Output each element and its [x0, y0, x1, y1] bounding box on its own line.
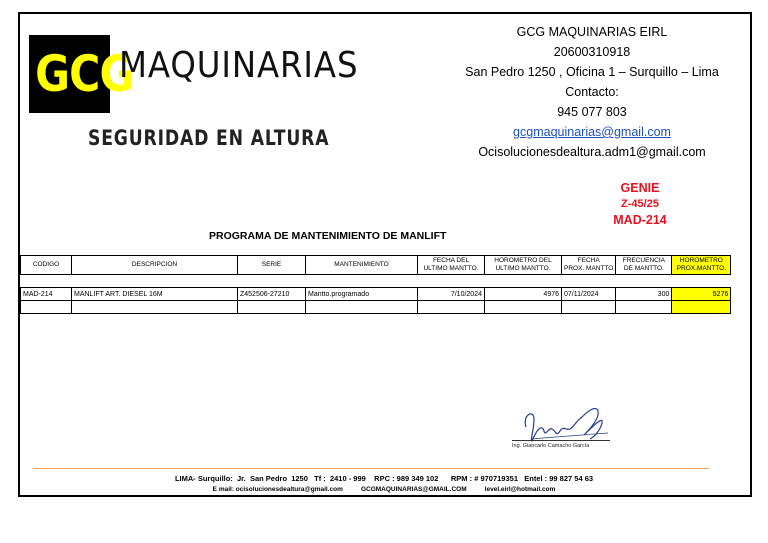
footer-contact: LIMA- Surquillo: Jr. San Pedro 1250 Tf : 2410 - 999 RPC : 989 349 102 RPM : # 970719351 Entel : 99 827 54 63	[174, 474, 594, 483]
table-row	[21, 288, 731, 301]
cell-mantenimiento: Mantto.programado	[306, 288, 418, 301]
email-link[interactable]: gcgmaquinarias@gmail.com	[513, 125, 671, 139]
equipment-block	[585, 180, 695, 228]
company-info	[462, 22, 722, 162]
cell-fecha-ultimo: 7/10/2024	[418, 288, 485, 301]
logo-brand: GCG	[35, 45, 134, 103]
header-mantenimiento: MANTENIMIENTO	[306, 256, 418, 275]
header-codigo: CODIGO	[21, 256, 72, 275]
signature-name: Ing. Giancarlo Camacho García	[512, 443, 590, 449]
cell-codigo: MAD-214	[21, 288, 72, 301]
table-blank-row	[21, 301, 731, 314]
company-phone: 945 077 803	[557, 105, 627, 119]
equipment-code: MAD-214	[613, 213, 667, 227]
logo-name: MAQUINARIAS	[119, 45, 359, 86]
header-descripcion: DESCRIPCION	[72, 256, 238, 275]
table-spacer-row	[21, 275, 731, 288]
cell-serie: Z452506-27210	[238, 288, 306, 301]
table-header-row	[21, 256, 731, 275]
contact-label: Contacto:	[565, 85, 619, 99]
company-email-2: Ocisolucionesdealtura.adm1@gmail.com	[478, 145, 706, 159]
cell-horometro-ultimo: 4976	[485, 288, 562, 301]
cell-descripcion: MANLIFT ART. DIESEL 16M	[72, 288, 238, 301]
maintenance-table	[20, 255, 731, 314]
logo-tagline: SEGURIDAD EN ALTURA	[88, 126, 330, 150]
cell-fecha-proximo: 07/11/2024	[562, 288, 616, 301]
company-ruc: 20600310918	[553, 45, 631, 59]
footer-emails: E mail: ocisolucionesdealtura@gmail.com GCGMAQUINARIAS@GMAIL.COM level.eirl@hotmail.com	[212, 486, 556, 493]
program-title: PROGRAMA DE MANTENIMIENTO DE MANLIFT	[209, 230, 447, 242]
header-fecha-proximo: FECHA PROX. MANTTO	[562, 256, 616, 275]
header-frecuencia: FRECUENCIA DE MANTTO.	[616, 256, 672, 275]
cell-frecuencia: 300	[616, 288, 672, 301]
equipment-brand: GENIE	[620, 181, 660, 195]
company-address: San Pedro 1250 , Oficina 1 – Surquillo – Lima	[465, 65, 719, 79]
header-horometro-proximo: HOROMETRO PROX.MANTTO.	[672, 256, 731, 275]
header-horometro-ultimo: HOROMETRO DEL ULTIMO MANTTO.	[485, 256, 562, 275]
company-name: GCG MAQUINARIAS EIRL	[516, 25, 668, 39]
equipment-model: Z-45/25	[621, 198, 659, 210]
header-fecha-ultimo: FECHA DEL ULTIMO MANTTO.	[418, 256, 485, 275]
cell-horometro-proximo: 5276	[672, 288, 731, 301]
footer-rule	[33, 468, 709, 469]
header-serie: SERIE	[238, 256, 306, 275]
signature-line	[512, 440, 610, 441]
